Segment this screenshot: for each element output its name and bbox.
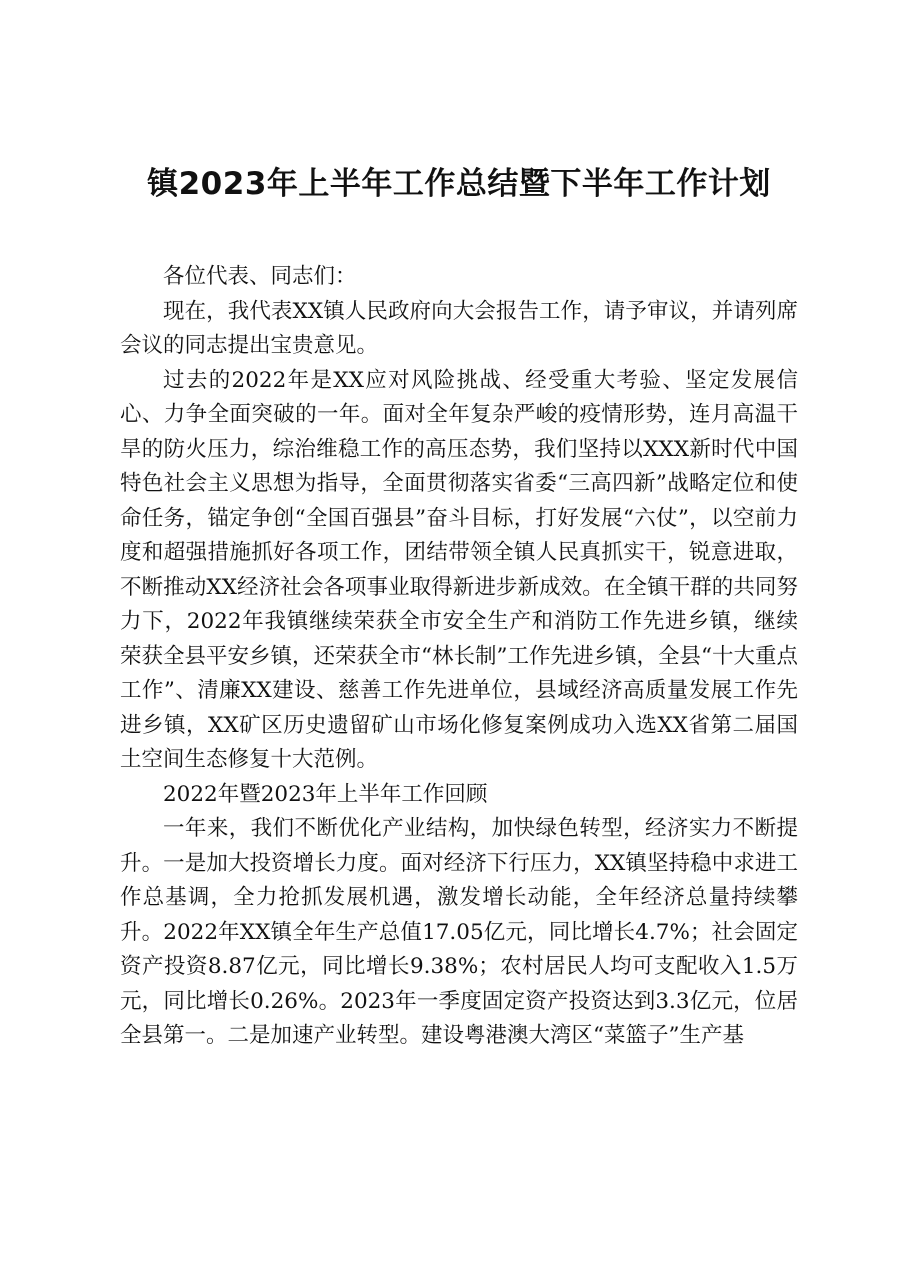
section-heading-review: 2022年暨2023年上半年工作回顾 (163, 781, 488, 807)
paragraph-2022-review: 过去的2022年是XX应对风险挑战、经受重大考验、坚定发展信心、力争全面突破的一年。面对全年复杂严峻的疫情形势，连月高温干旱的防火压力，综治维稳工作的高压态势，我们坚持以XXX新时代中国特色社会主义思想为指导，全面贯彻落实省委“三高四新”战略定位和使命任务，锚定争创“全国百强县”奋斗目标，打好发展“六仗”，以空前力度和超强措施抓好各项工作，团结带领全镇人民真抓实干，锐意进取，不断推动XX经济社会各项事业取得新进步新成效。在全镇干群的共同努力下，2022年我镇继续荣获全市安全生产和消防工作先进乡镇，继续荣获全县平安乡镇，还荣获全市“林长制”工作先进乡镇，全县“十大重点工作”、清廉XX建设、慈善工作先进单位，县域经济高质量发展工作先进乡镇，XX矿区历史遗留矿山市场化修复案例成功入选XX省第二届国土空间生态修复十大范例。 (120, 367, 798, 772)
paragraph-opening: 现在，我代表XX镇人民政府向大会报告工作，请予审议，并请列席会议的同志提出宝贵意见。 (120, 298, 798, 358)
paragraph-salutation: 各位代表、同志们： (163, 264, 357, 289)
paragraph-economy: 一年来，我们不断优化产业结构，加快绿色转型，经济实力不断提升。一是加大投资增长力度。面对经济下行压力，XX镇坚持稳中求进工作总基调，全力抢抓发展机遇，激发增长动能，全年经济总量持续攀升。2022年XX镇全年生产总值17.05亿元，同比增长4.7%；社会固定资产投资8.87亿元，同比增长9.38%；农村居民人均可支配收入1.5万元，同比增长0.26%。2023年一季度固定资产投资达到3.3亿元，位居全县第一。二是加速产业转型。建设粤港澳大湾区“菜篮子”生产基 (120, 816, 798, 1048)
document-title: 镇2023年上半年工作总结暨下半年工作计划 (147, 166, 771, 202)
document-page (120, 160, 798, 1054)
